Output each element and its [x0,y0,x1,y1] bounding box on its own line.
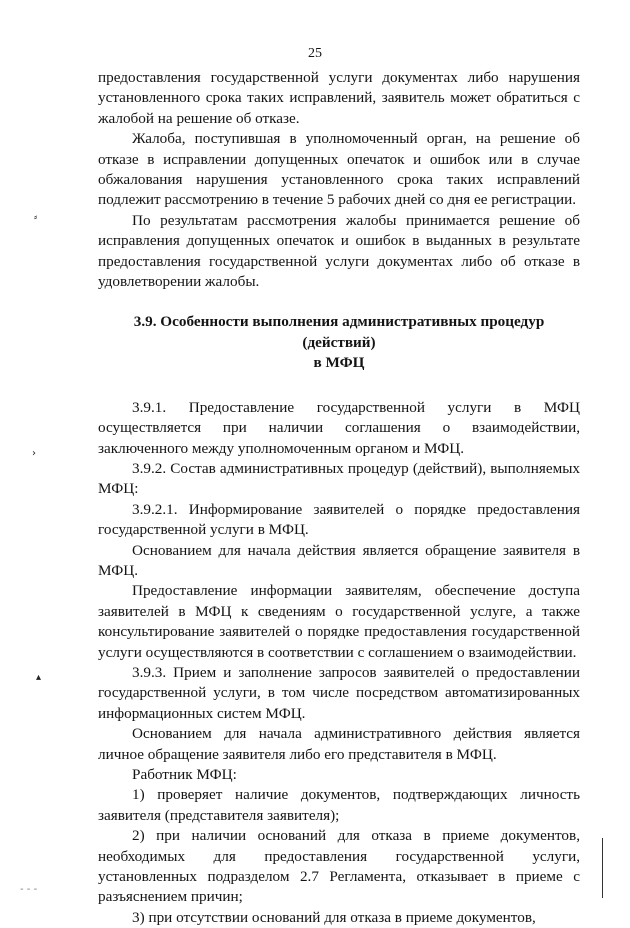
paragraph: предоставления государственной услуги документах либо нарушения установленного срока таких исправлений, заявитель может обратиться с жалобой на решение об отказе. [98,69,580,127]
scan-speck: - - - [20,884,38,895]
list-item: 3) при отсутствии оснований для отказа в приеме документов, [132,908,536,926]
section-heading-line1: 3.9. Особенности выполнения административных процедур (действий) [133,313,545,351]
section-heading-line2: в МФЦ [313,354,365,372]
paragraph: 3.9.2.1. Информирование заявителей о порядке предоставления государственной услуги в МФЦ. [98,500,580,539]
scan-speck: ⸗ [34,212,38,223]
page-number: 25 [308,46,322,61]
scan-edge-line [602,838,603,898]
list-item: 2) при наличии оснований для отказа в приеме документов, необходимых для предоставления государственной услуги, установленных подразделом 2.7 Регламента, отказывает в приеме с разъяснением причин; [98,827,580,906]
paragraph: 3.9.1. Предоставление государственной услуги в МФЦ осуществляется при наличии соглашения о взаимодействии, заключенного между уполномоченным органом и МФЦ. [98,398,580,457]
scan-speck: › [32,448,36,459]
paragraph: 3.9.3. Прием и заполнение запросов заявителей о предоставлении государственной услуги, в том числе посредством автоматизированных информационных систем МФЦ. [98,663,580,722]
paragraph: По результатам рассмотрения жалобы принимается решение об исправления допущенных опечаток и ошибок в выданных в результате предоставления государственной услуги документах либо об отказе в удовлетворении жалобы. [98,211,580,291]
paragraph: Основанием для начала действия является обращение заявителя в МФЦ. [98,541,580,579]
section-heading [98,312,580,373]
list-item: 1) проверяет наличие документов, подтверждающих личность заявителя (представителя заявителя); [98,786,580,824]
paragraph: Предоставление информации заявителям, обеспечение доступа заявителей в МФЦ к сведениям о государственной услуге, а также консультирование заявителей о порядке предоставления государственной услуги осуществляются в соответствии с соглашением о взаимодействии. [98,582,580,661]
page-body [98,68,580,928]
paragraph: Основанием для начала административного действия является личное обращение заявителя либо его представителя в МФЦ. [98,725,580,763]
paragraph: Работник МФЦ: [132,766,237,783]
paragraph: 3.9.2. Состав административных процедур (действий), выполняемых МФЦ: [98,459,580,498]
paragraph: Жалоба, поступившая в уполномоченный орган, на решение об отказе в исправлении допущенных опечаток и ошибок или в случае обжалования нарушения установленного срока таких исправлений подлежит рассмотрению в течение 5 рабочих дней со дня ее регистрации. [98,130,580,209]
scan-speck: ▴ [36,672,42,683]
